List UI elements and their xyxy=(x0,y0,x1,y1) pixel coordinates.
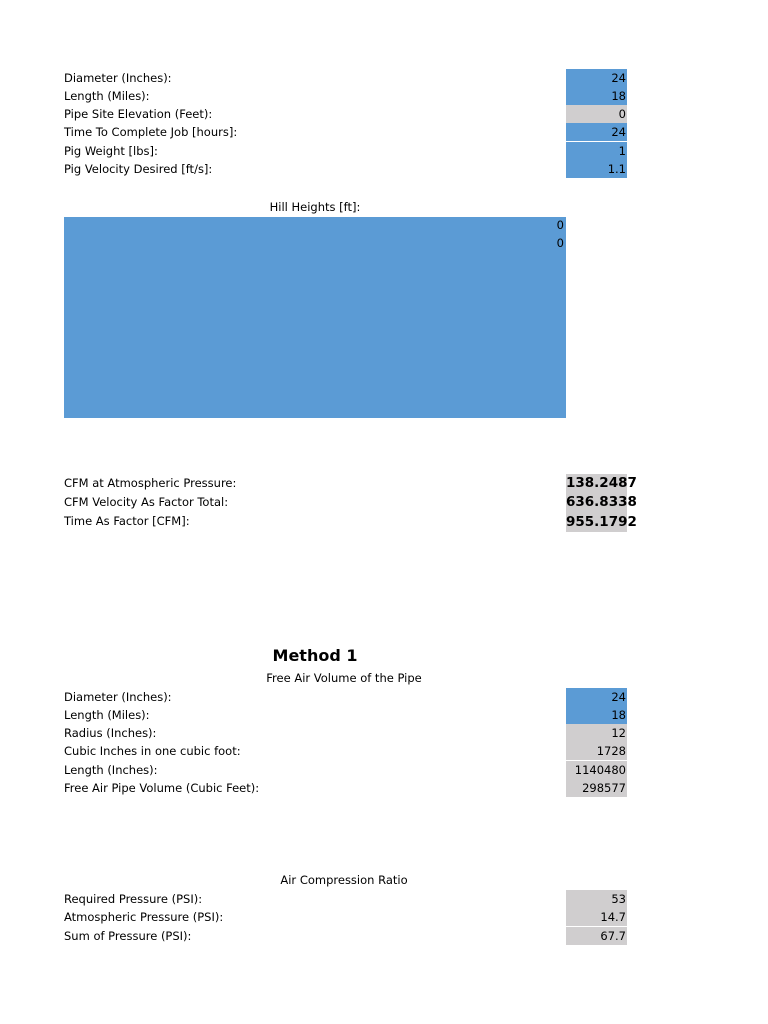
input-label: Pipe Site Elevation (Feet): xyxy=(64,107,213,121)
method1-cubic-inches-value[interactable]: 1728 xyxy=(566,742,627,760)
method1-row-diameter xyxy=(64,688,627,706)
method-1-heading: Method 1 xyxy=(272,646,358,665)
compression-label: Sum of Pressure (PSI): xyxy=(64,929,192,943)
time-factor-value[interactable]: 955.1792 xyxy=(566,514,637,530)
compression-label: Atmospheric Pressure (PSI): xyxy=(64,910,224,924)
method1-length-value[interactable]: 18 xyxy=(566,706,627,724)
input-label: Pig Velocity Desired [ft/s]: xyxy=(64,162,213,176)
method1-label: Length (Miles): xyxy=(64,708,150,722)
input-row-pig-velocity xyxy=(64,160,627,178)
result-row-time-factor xyxy=(64,512,637,532)
input-row-pig-weight xyxy=(64,142,627,160)
method1-label: Diameter (Inches): xyxy=(64,690,172,704)
method1-diameter-value[interactable]: 24 xyxy=(566,688,627,706)
method1-length-inches-value[interactable]: 1140480 xyxy=(566,761,627,779)
method-1-subheading: Free Air Volume of the Pipe xyxy=(266,671,422,685)
input-label: Time To Complete Job [hours]: xyxy=(64,125,238,139)
hill-height-cell[interactable]: 0 xyxy=(556,218,564,232)
compression-label: Required Pressure (PSI): xyxy=(64,892,203,906)
hill-height-cell[interactable]: 0 xyxy=(556,236,564,250)
input-label: Length (Miles): xyxy=(64,89,150,103)
method1-row-volume xyxy=(64,779,627,797)
result-row-cfm-atm xyxy=(64,474,637,493)
method1-row-length-inches xyxy=(64,761,627,779)
hill-heights-range[interactable] xyxy=(64,217,566,418)
length-input[interactable]: 18 xyxy=(566,87,627,105)
method1-row-length xyxy=(64,706,627,724)
compression-heading: Air Compression Ratio xyxy=(280,873,408,887)
compression-row-atmospheric xyxy=(64,908,627,926)
method1-label: Free Air Pipe Volume (Cubic Feet): xyxy=(64,781,260,795)
cfm-atmospheric-value[interactable]: 138.2487 xyxy=(566,475,637,491)
pig-weight-input[interactable]: 1 xyxy=(566,142,627,160)
input-row-elevation xyxy=(64,105,627,123)
method1-volume-value[interactable]: 298577 xyxy=(566,779,627,797)
cfm-velocity-value[interactable]: 636.8338 xyxy=(566,494,637,510)
hill-heights-title: Hill Heights [ft]: xyxy=(269,200,361,214)
sum-pressure-value[interactable]: 67.7 xyxy=(566,927,627,945)
atmospheric-pressure-value[interactable]: 14.7 xyxy=(566,908,627,926)
method1-row-radius xyxy=(64,724,627,742)
method1-label: Radius (Inches): xyxy=(64,726,157,740)
compression-row-sum xyxy=(64,927,627,945)
method1-label: Cubic Inches in one cubic foot: xyxy=(64,744,241,758)
method1-label: Length (Inches): xyxy=(64,763,158,777)
compression-row-required xyxy=(64,890,627,908)
method1-radius-value[interactable]: 12 xyxy=(566,724,627,742)
required-pressure-value[interactable]: 53 xyxy=(566,890,627,908)
elevation-cell[interactable]: 0 xyxy=(566,105,627,123)
method1-row-cubic-inches xyxy=(64,742,627,760)
input-row-length xyxy=(64,87,627,105)
result-label: CFM Velocity As Factor Total: xyxy=(64,495,229,509)
input-row-diameter xyxy=(64,69,627,87)
diameter-input[interactable]: 24 xyxy=(566,69,627,87)
input-label: Diameter (Inches): xyxy=(64,71,172,85)
result-label: Time As Factor [CFM]: xyxy=(64,514,190,528)
input-label: Pig Weight [lbs]: xyxy=(64,144,158,158)
result-label: CFM at Atmospheric Pressure: xyxy=(64,476,237,490)
pig-velocity-input[interactable]: 1.1 xyxy=(566,160,627,178)
input-row-time xyxy=(64,123,627,141)
result-row-cfm-velocity xyxy=(64,493,637,512)
time-input[interactable]: 24 xyxy=(566,123,627,141)
